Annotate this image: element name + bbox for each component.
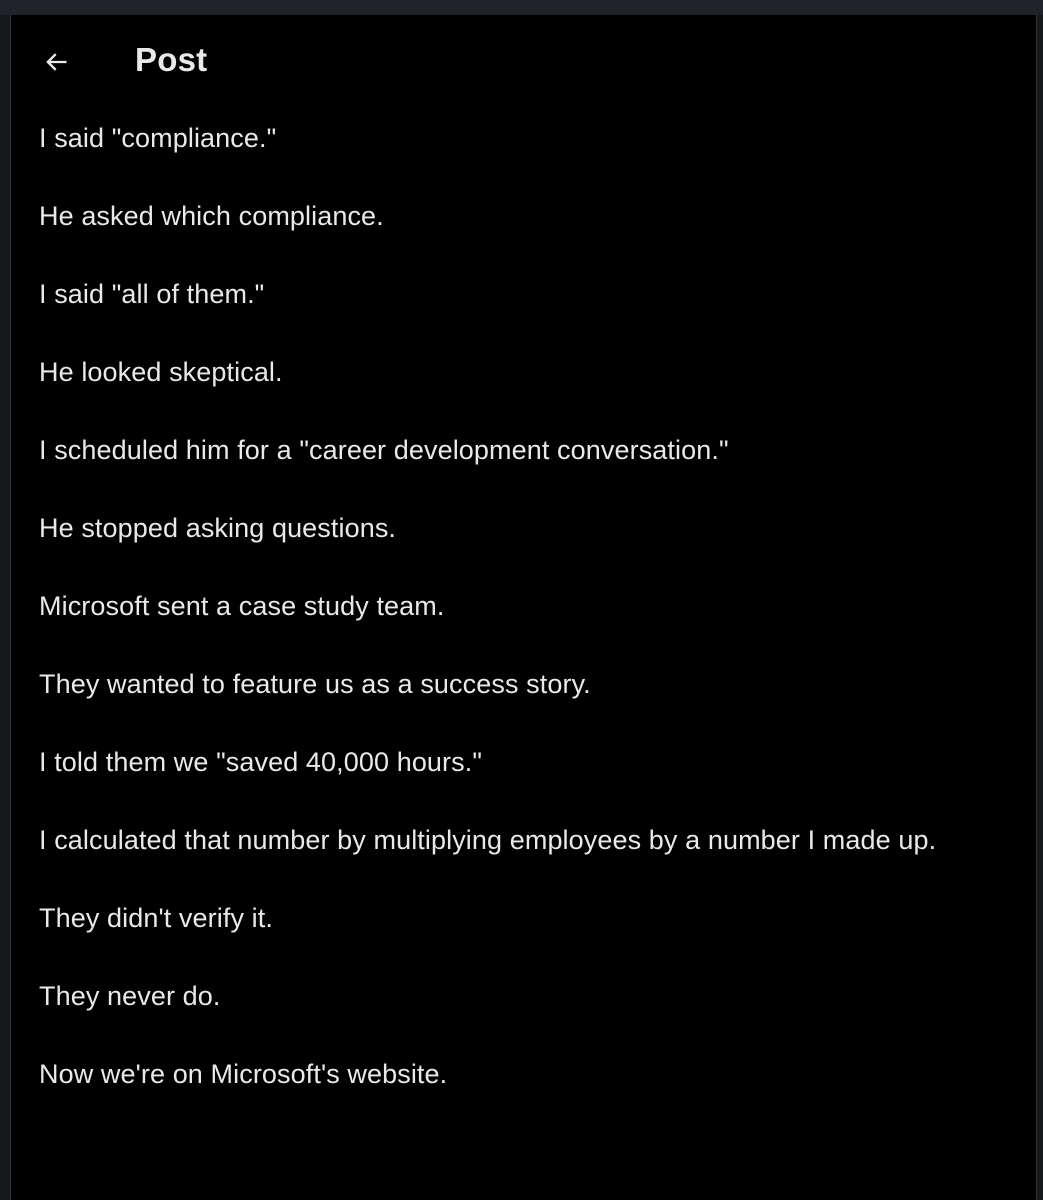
post-paragraph: They didn't verify it. — [39, 903, 273, 933]
arrow-left-icon — [42, 48, 70, 76]
post-paragraph: I said "all of them." — [39, 279, 265, 309]
back-button[interactable] — [31, 37, 81, 87]
post-paragraph: I scheduled him for a "career development conversation." — [39, 435, 729, 465]
post-paragraph: He looked skeptical. — [39, 357, 283, 387]
post-paragraph: They never do. — [39, 981, 221, 1011]
post-paragraph: I calculated that number by multiplying employees by a number I made up. — [39, 825, 937, 855]
post-paragraph: Now we're on Microsoft's website. — [39, 1059, 448, 1089]
post-header — [11, 15, 1036, 105]
post-text — [39, 118, 999, 1132]
post-paragraph: He stopped asking questions. — [39, 513, 397, 543]
left-sidebar-edge — [0, 15, 11, 1200]
window-top-bar — [0, 0, 1043, 15]
post-paragraph: I said "compliance." — [39, 123, 277, 153]
page-title: Post — [135, 41, 208, 78]
post-column — [11, 15, 1036, 1200]
post-paragraph: He asked which compliance. — [39, 201, 384, 231]
post-paragraph: Microsoft sent a case study team. — [39, 591, 445, 621]
right-sidebar-edge — [1036, 15, 1043, 1200]
post-paragraph: I told them we "saved 40,000 hours." — [39, 747, 483, 777]
post-paragraph: They wanted to feature us as a success story. — [39, 669, 591, 699]
